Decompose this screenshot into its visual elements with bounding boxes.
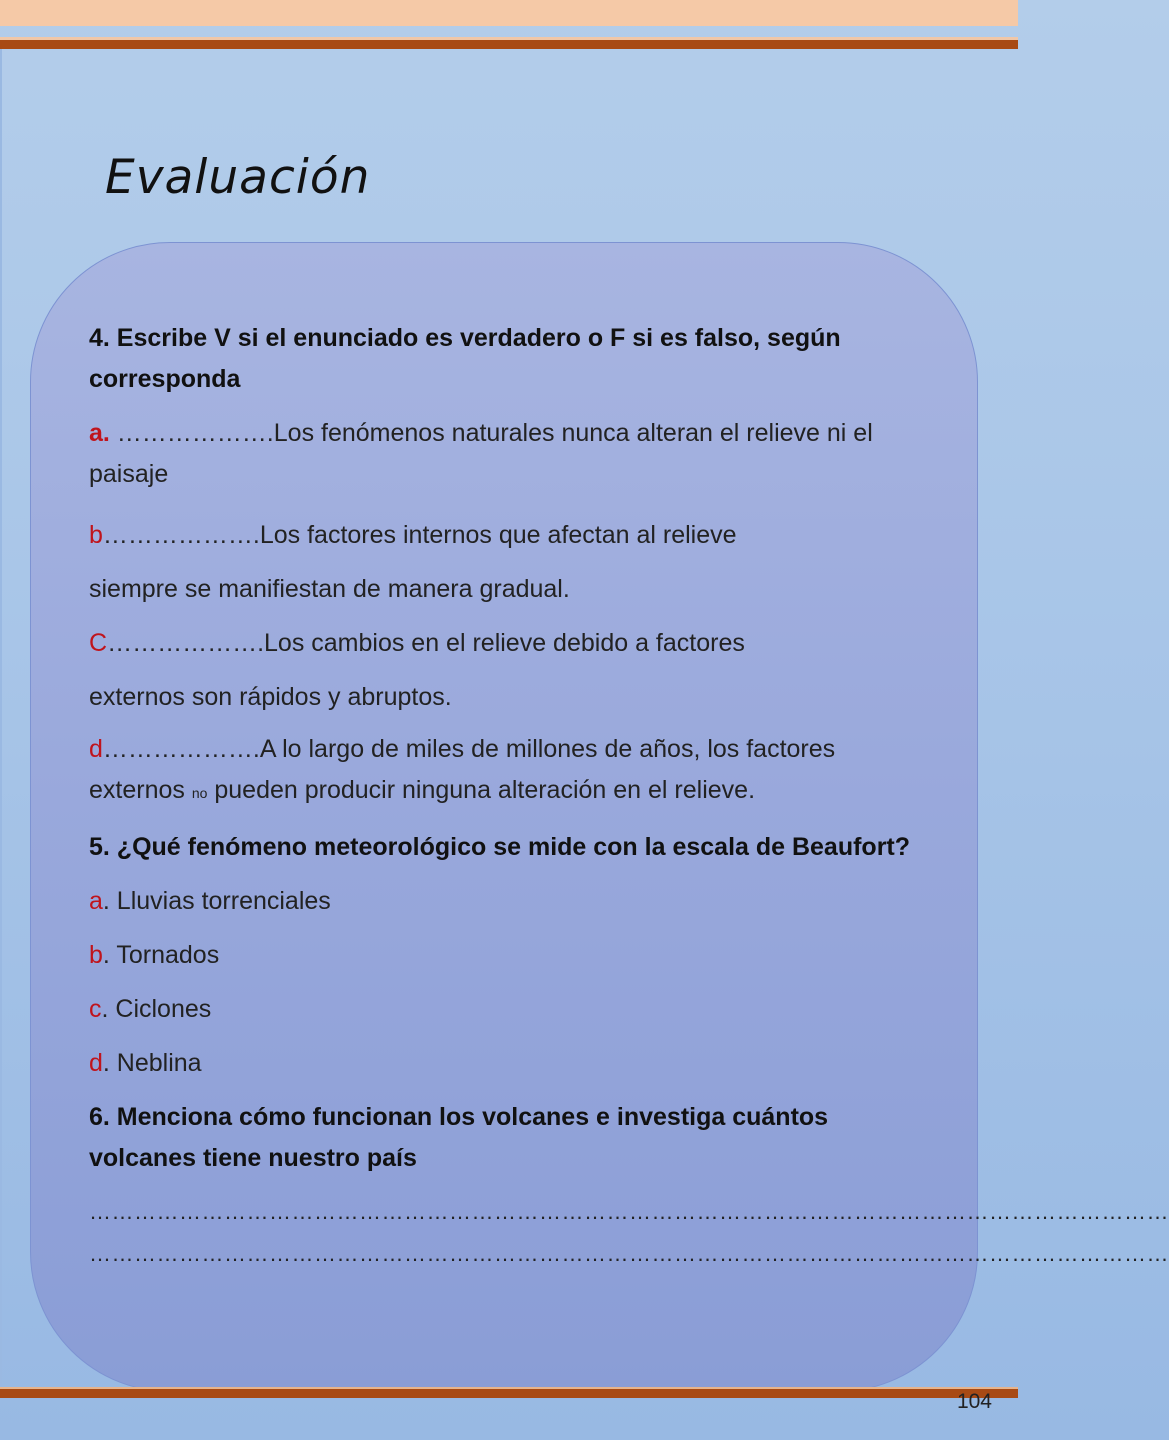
q4-item-d-letter: d — [89, 735, 103, 763]
q5-option-d-text: . Neblina — [102, 1049, 202, 1077]
questions-content — [89, 318, 1169, 1275]
q4-item-d-text2-small: no — [191, 785, 208, 801]
q6-answer-line-2[interactable]: ……………………………………………………………………………………………………………………………… — [89, 1241, 1169, 1266]
q5-option-c-letter: c — [89, 995, 102, 1023]
q4-item-a — [89, 413, 919, 495]
q4-item-d-text: A lo largo de miles de millones de años, los factores — [259, 735, 836, 763]
question-4-heading: 4. Escribe V si el enunciado es verdadero o F si es falso, según corresponda — [89, 324, 841, 393]
q5-option-a-letter: a — [89, 887, 103, 915]
q5-option-d-letter: d — [89, 1049, 103, 1077]
q4-item-d-text2-pre: externos — [89, 776, 192, 804]
q5-option-b-text: . Tornados — [102, 941, 220, 969]
q5-option-c-text: . Ciclones — [101, 995, 212, 1023]
q4-item-c-letter: C — [89, 629, 108, 657]
q5-option-b[interactable] — [89, 935, 919, 976]
q4-item-c-blank[interactable]: ………………. — [107, 629, 265, 657]
q4-item-d-blank[interactable]: ………………. — [102, 735, 260, 763]
q5-option-a[interactable] — [89, 881, 919, 922]
q4-item-c — [89, 616, 919, 670]
q4-item-a-letter: a. — [89, 419, 110, 447]
left-edge-line — [0, 49, 2, 1391]
q4-item-b-letter: b — [89, 521, 103, 549]
page-number: 104 — [956, 1390, 992, 1413]
top-divider — [0, 40, 1018, 49]
q4-item-c-continued: externos son rápidos y abruptos. — [89, 683, 452, 711]
q4-item-b — [89, 508, 919, 562]
q4-item-b-continued: siempre se manifiestan de manera gradual. — [89, 575, 570, 603]
q5-option-b-letter: b — [89, 941, 103, 969]
page-title: Evaluación — [105, 150, 371, 205]
q4-item-b-text: Los factores internos que afectan al relieve — [259, 521, 737, 549]
top-color-band — [0, 0, 1018, 26]
question-5-heading: 5. ¿Qué fenómeno meteorológico se mide con la escala de Beaufort? — [89, 833, 911, 861]
q6-answer-line-1[interactable]: ……………………………………………………………………………………………………………………………… — [89, 1199, 1169, 1224]
q5-option-c[interactable] — [89, 989, 919, 1030]
question-6-heading: 6. Menciona cómo funcionan los volcanes e investiga cuántos volcanes tiene nuestro país — [89, 1103, 829, 1172]
q4-item-a-blank[interactable]: ………………. — [109, 419, 274, 447]
q4-item-c-text: Los cambios en el relieve debido a factores — [264, 629, 745, 657]
q4-item-d — [89, 729, 919, 814]
q5-option-a-text: . Lluvias torrenciales — [102, 887, 331, 915]
q5-option-d[interactable] — [89, 1043, 919, 1084]
q4-item-d-text2-post: pueden producir ninguna alteración en el relieve. — [207, 776, 756, 804]
q4-item-b-blank[interactable]: ………………. — [102, 521, 260, 549]
q4-item-a-text: Los fenómenos naturales nunca alteran el relieve ni el paisaje — [89, 419, 873, 488]
bottom-divider — [0, 1389, 1018, 1398]
